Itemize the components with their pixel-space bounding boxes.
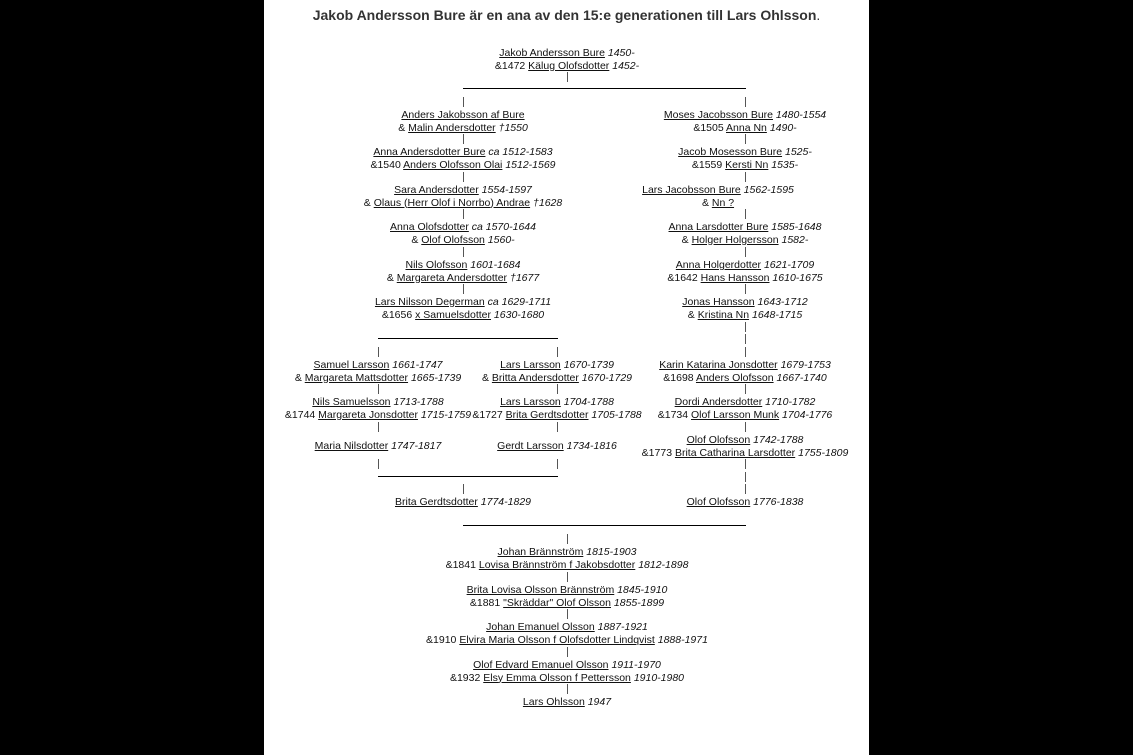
- marriage-marker: &1559: [691, 158, 726, 171]
- spouse-dates: 1715-1759: [420, 408, 472, 421]
- person-link[interactable]: Lars Larsson: [500, 396, 561, 408]
- spouse-link[interactable]: Elsy Emma Olsson f Pettersson: [483, 671, 631, 684]
- connector-vertical: [378, 459, 379, 469]
- person-link[interactable]: Jonas Hansson: [682, 296, 755, 308]
- spouse-link[interactable]: Britta Andersdotter: [491, 371, 579, 384]
- connector-vertical: [463, 134, 464, 144]
- connector-vertical: [463, 484, 464, 494]
- person-dates: 1774-1829: [480, 496, 532, 508]
- person-link[interactable]: Anna Andersdotter Bure: [373, 146, 486, 158]
- spouse-link[interactable]: Lovisa Brännström f Jakobsdotter: [478, 558, 636, 571]
- person-entry: [364, 184, 562, 209]
- person-link[interactable]: Samuel Larsson: [313, 359, 390, 371]
- person-entry: [446, 546, 689, 571]
- spouse-link[interactable]: Olaus (Herr Olof i Norrbo) Andrae: [373, 196, 531, 209]
- person-entry: [482, 359, 632, 384]
- marriage-marker: &1841: [445, 558, 479, 571]
- marriage-marker: &1881: [469, 596, 504, 609]
- marriage-marker: &: [294, 371, 305, 384]
- connector-vertical: [745, 322, 746, 332]
- person-link[interactable]: Moses Jacobsson Bure: [663, 109, 773, 121]
- marriage-marker: &1734: [657, 408, 692, 421]
- connector-vertical: [745, 422, 746, 432]
- marriage-marker: &1698: [663, 371, 696, 384]
- spouse-dates: 1888-1971: [657, 633, 708, 646]
- marriage-marker: &: [363, 196, 374, 209]
- spouse-dates: 1582-: [781, 233, 809, 246]
- spouse-dates: 1705-1788: [591, 408, 642, 421]
- person-link[interactable]: Olof Olofsson: [686, 496, 751, 508]
- marriage-marker: &1540: [370, 158, 404, 171]
- connector-vertical: [463, 247, 464, 257]
- person-entry: [642, 184, 794, 209]
- person-entry: [664, 109, 826, 134]
- person-link[interactable]: Olof Olofsson: [686, 434, 751, 446]
- spouse-dates: †1628: [533, 196, 563, 209]
- marriage-marker: &: [411, 233, 422, 246]
- person-dates: 1747-1817: [391, 440, 442, 452]
- connector-horizontal: [378, 338, 558, 339]
- person-entry: [667, 259, 822, 284]
- person-link[interactable]: Lars Jacobsson Bure: [642, 184, 741, 196]
- marriage-marker: &: [398, 121, 409, 134]
- person-dates: 1562-1595: [743, 184, 794, 196]
- person-link[interactable]: Lars Larsson: [500, 359, 561, 371]
- marriage-marker: &: [701, 196, 712, 209]
- spouse-dates: 1812-1898: [638, 558, 689, 571]
- connector-horizontal: [378, 476, 558, 477]
- person-dates: 1679-1753: [780, 359, 831, 371]
- person-dates: ca 1512-1583: [488, 146, 553, 158]
- person-entry: [450, 659, 684, 684]
- page-title: Jakob Andersson Bure är en ana av den 15:e generationen till Lars Ohlsson.: [312, 7, 821, 23]
- spouse-dates: 1560-: [487, 233, 515, 246]
- spouse-dates: 1610-1675: [772, 271, 823, 284]
- person-dates: 1911-1970: [611, 659, 661, 671]
- spouse-link[interactable]: x Samuelsdotter: [415, 308, 491, 321]
- person-entry: [682, 296, 808, 321]
- marriage-marker: &1932: [449, 671, 484, 684]
- person-entry: [687, 496, 804, 509]
- spouse-dates: 1665-1739: [410, 371, 462, 384]
- person-dates: 1887-1921: [597, 621, 648, 633]
- spouse-link[interactable]: Margareta Mattsdotter: [304, 371, 409, 384]
- spouse-link[interactable]: Margareta Andersdotter: [396, 271, 508, 284]
- connector-vertical: [567, 572, 568, 582]
- spouse-dates: 1490-: [769, 121, 797, 134]
- spouse-dates: 1535-: [771, 158, 799, 171]
- connector-vertical: [567, 609, 568, 619]
- connector-vertical: [745, 334, 746, 344]
- connector-vertical: [745, 97, 746, 107]
- connector-vertical: [463, 284, 464, 294]
- connector-vertical: [745, 247, 746, 257]
- spouse-link[interactable]: Malin Andersdotter: [408, 121, 496, 134]
- spouse-link[interactable]: Olof Larsson Munk: [691, 408, 780, 421]
- person-link[interactable]: Johan Emanuel Olsson: [486, 621, 595, 633]
- spouse-dates: 1648-1715: [751, 308, 803, 321]
- marriage-marker: &1910: [426, 633, 460, 646]
- person-link[interactable]: Lars Nilsson Degerman: [374, 296, 485, 308]
- person-link[interactable]: Karin Katarina Jonsdotter: [659, 359, 778, 371]
- person-link[interactable]: Dordi Andersdotter: [674, 396, 763, 408]
- person-entry: [375, 296, 551, 321]
- spouse-link[interactable]: Hans Hansson: [700, 271, 770, 284]
- connector-vertical: [745, 209, 746, 219]
- person-dates: 1643-1712: [757, 296, 808, 308]
- person-link[interactable]: Olof Edvard Emanuel Olsson: [473, 659, 609, 671]
- spouse-link[interactable]: Brita Catharina Larsdotter: [674, 446, 796, 459]
- person-entry: [390, 221, 536, 246]
- spouse-link[interactable]: Anna Nn: [726, 121, 767, 134]
- person-entry: [315, 440, 442, 453]
- marriage-marker: &: [481, 371, 492, 384]
- connector-horizontal: [463, 88, 746, 89]
- person-entry: [295, 359, 461, 384]
- connector-vertical: [557, 459, 558, 469]
- person-dates: 1450-: [607, 47, 635, 59]
- person-entry: [426, 621, 708, 646]
- person-dates: 1585-1648: [771, 221, 822, 233]
- spouse-link[interactable]: Elvira Maria Olsson f Olofsdotter Lindqvist: [459, 633, 655, 646]
- spouse-dates: 1452-: [612, 59, 640, 72]
- marriage-marker: &1472: [494, 59, 529, 72]
- person-entry: [497, 440, 617, 453]
- person-link[interactable]: Lars Ohlsson: [522, 696, 585, 708]
- person-link[interactable]: Brita Gerdtsdotter: [394, 496, 478, 508]
- person-entry: [669, 221, 822, 246]
- person-link[interactable]: Johan Brännström: [497, 546, 584, 558]
- person-dates: 1776-1838: [753, 496, 804, 508]
- spouse-dates: 1910-1980: [633, 671, 685, 684]
- spouse-dates: 1667-1740: [776, 371, 827, 384]
- person-entry: [370, 146, 555, 171]
- spouse-link[interactable]: Anders Olofsson Olai: [403, 158, 503, 171]
- marriage-marker: &1727: [472, 408, 506, 421]
- spouse-link[interactable]: Kälug Olofsdotter: [528, 59, 610, 72]
- spouse-link[interactable]: Holger Holgersson: [691, 233, 779, 246]
- connector-vertical: [745, 472, 746, 482]
- person-entry: [398, 109, 528, 134]
- person-dates: 1845-1910: [617, 584, 668, 596]
- connector-vertical: [567, 684, 568, 694]
- spouse-dates: 1670-1729: [581, 371, 633, 384]
- connector-vertical: [567, 647, 568, 657]
- person-entry: [387, 259, 539, 284]
- person-dates: ca 1570-1644: [471, 221, 536, 233]
- spouse-dates: †1677: [509, 271, 540, 284]
- person-entry: [495, 47, 639, 72]
- spouse-dates: 1755-1809: [798, 446, 849, 459]
- spouse-dates: 1855-1899: [613, 596, 665, 609]
- spouse-link[interactable]: "Skräddar" Olof Olsson: [503, 596, 611, 609]
- spouse-link[interactable]: Olof Olofsson: [421, 233, 485, 246]
- marriage-marker: &: [687, 308, 698, 321]
- person-dates: 1661-1747: [392, 359, 443, 371]
- marriage-marker: &1505: [693, 121, 727, 134]
- person-entry: [523, 696, 611, 709]
- spouse-link[interactable]: Anders Olofsson: [695, 371, 774, 384]
- person-link[interactable]: Nils Olofsson: [405, 259, 468, 271]
- connector-vertical: [557, 384, 558, 394]
- connector-vertical: [745, 134, 746, 144]
- spouse-link[interactable]: Kristina Nn: [697, 308, 750, 321]
- connector-horizontal: [463, 525, 746, 526]
- person-dates: 1525-: [784, 146, 812, 158]
- person-entry: [285, 396, 471, 421]
- connector-vertical: [745, 172, 746, 182]
- spouse-dates: 1630-1680: [493, 308, 545, 321]
- person-entry: [642, 434, 849, 459]
- connector-vertical: [745, 459, 746, 469]
- connector-vertical: [463, 209, 464, 219]
- person-dates: 1670-1739: [563, 359, 614, 371]
- person-dates: 1947: [587, 696, 612, 708]
- spouse-dates: 1704-1776: [782, 408, 833, 421]
- spouse-dates: †1550: [498, 121, 528, 134]
- person-dates: 1742-1788: [753, 434, 804, 446]
- person-dates: 1554-1597: [481, 184, 532, 196]
- person-dates: 1710-1782: [765, 396, 816, 408]
- person-dates: 1480-1554: [775, 109, 827, 121]
- person-dates: 1734-1816: [566, 440, 617, 452]
- person-entry: [678, 146, 812, 171]
- person-dates: ca 1629-1711: [487, 296, 552, 308]
- person-entry: [395, 496, 531, 509]
- person-link[interactable]: Brita Lovisa Olsson Brännström: [466, 584, 615, 596]
- marriage-marker: &1773: [641, 446, 675, 459]
- connector-vertical: [745, 484, 746, 494]
- spouse-dates: 1512-1569: [505, 158, 556, 171]
- person-link[interactable]: Jakob Andersson Bure: [499, 47, 605, 59]
- person-link[interactable]: Anna Larsdotter Bure: [668, 221, 769, 233]
- marriage-marker: &: [681, 233, 692, 246]
- connector-vertical: [463, 97, 464, 107]
- connector-vertical: [567, 534, 568, 544]
- person-dates: 1704-1788: [563, 396, 614, 408]
- spouse-link[interactable]: Nn ?: [711, 196, 735, 209]
- person-dates: 1815-1903: [586, 546, 637, 558]
- person-link[interactable]: Maria Nilsdotter: [314, 440, 389, 452]
- person-link[interactable]: Anders Jakobsson af Bure: [401, 109, 525, 121]
- marriage-marker: &: [386, 271, 397, 284]
- connector-vertical: [567, 72, 568, 82]
- person-link[interactable]: Gerdt Larsson: [497, 440, 564, 452]
- person-entry: [467, 584, 668, 609]
- connector-vertical: [378, 384, 379, 394]
- connector-vertical: [745, 284, 746, 294]
- connector-vertical: [463, 172, 464, 182]
- marriage-marker: &1656: [381, 308, 416, 321]
- person-entry: [472, 396, 641, 421]
- person-link[interactable]: Sara Andersdotter: [394, 184, 479, 196]
- marriage-marker: &1642: [667, 271, 701, 284]
- person-link[interactable]: Jacob Mosesson Bure: [678, 146, 783, 158]
- spouse-link[interactable]: Brita Gerdtsdotter: [505, 408, 589, 421]
- connector-vertical: [745, 347, 746, 357]
- marriage-marker: &1744: [284, 408, 319, 421]
- person-link[interactable]: Anna Olofsdotter: [390, 221, 469, 233]
- connector-vertical: [557, 422, 558, 432]
- person-link[interactable]: Anna Holgerdotter: [675, 259, 762, 271]
- person-entry: [659, 359, 831, 384]
- person-dates: 1601-1684: [470, 259, 521, 271]
- spouse-link[interactable]: Margareta Jonsdotter: [318, 408, 418, 421]
- connector-vertical: [378, 347, 379, 357]
- person-entry: [658, 396, 833, 421]
- connector-vertical: [378, 422, 379, 432]
- connector-vertical: [557, 347, 558, 357]
- person-dates: 1621-1709: [763, 259, 815, 271]
- person-link[interactable]: Nils Samuelsson: [312, 396, 391, 408]
- connector-vertical: [745, 384, 746, 394]
- spouse-link[interactable]: Kersti Nn: [725, 158, 769, 171]
- person-dates: 1713-1788: [393, 396, 444, 408]
